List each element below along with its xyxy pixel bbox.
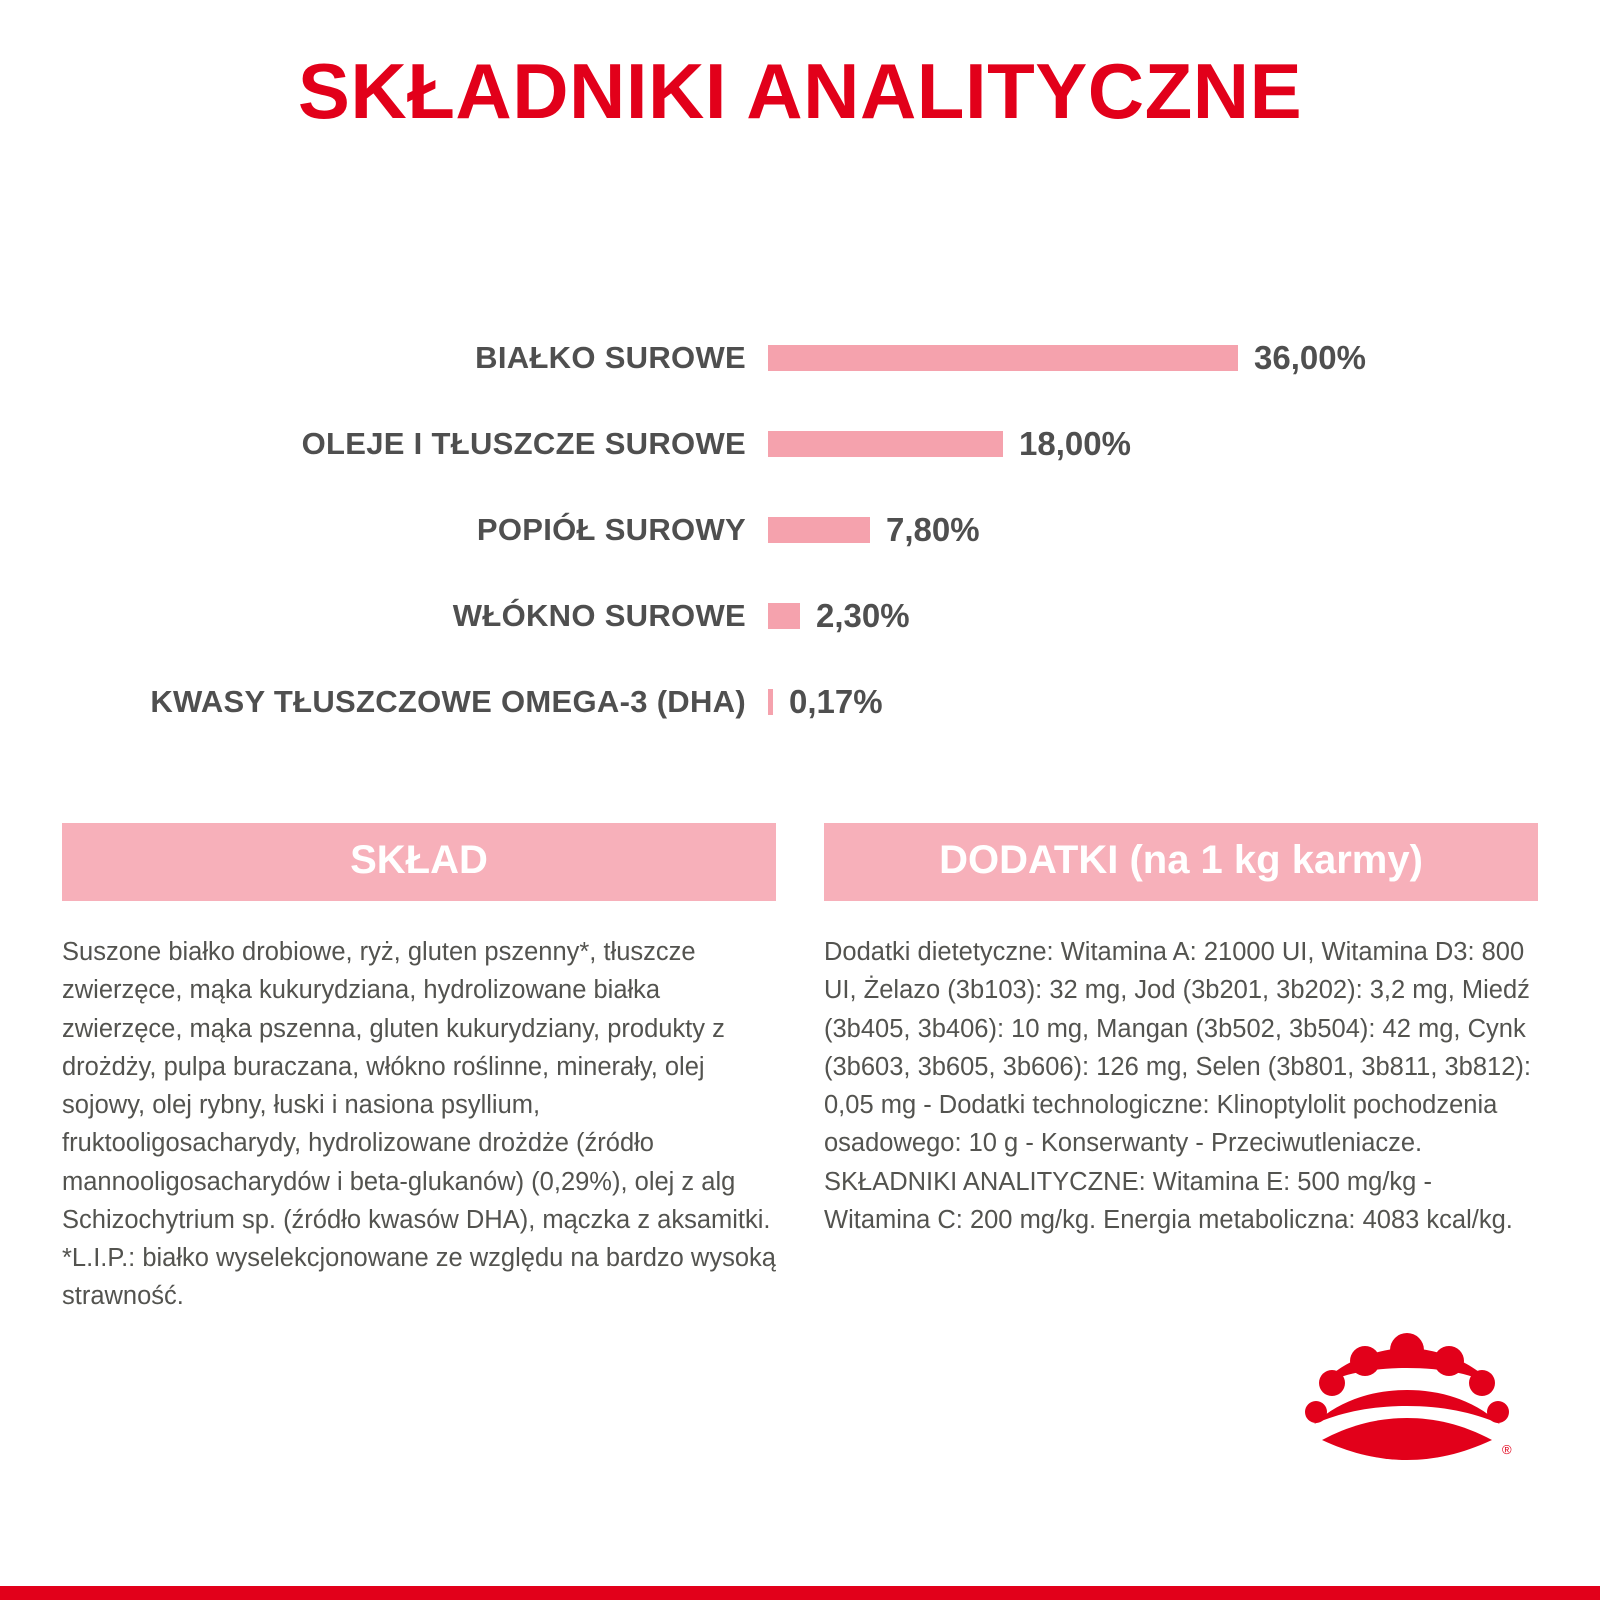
composition-footnote: *L.I.P.: białko wyselekcjonowane ze względu na bardzo wysoką strawność.: [62, 1244, 776, 1311]
chart-value-ash: 7,80%: [886, 511, 980, 548]
chart-bar-wrap: [768, 339, 1366, 377]
chart-value-fats: 18,00%: [1019, 425, 1131, 462]
chart-bar-protein: [768, 345, 1238, 371]
page-title: SKŁADNIKI ANALITYCZNE: [297, 47, 1303, 135]
chart-bar-fats: [768, 431, 1003, 457]
additives-body: [824, 933, 1538, 1239]
chart-label-fibre: WŁÓKNO SUROWE: [452, 598, 746, 633]
chart-label-ash: POPIÓŁ SUROWY: [476, 512, 746, 547]
additives-column: [824, 823, 1538, 1316]
chart-value-omega3: 0,17%: [789, 683, 883, 720]
registered-mark: ®: [1502, 1442, 1512, 1457]
analytical-constituents-chart: [0, 315, 1600, 745]
chart-row: [0, 401, 1600, 487]
chart-row: [0, 487, 1600, 573]
chart-bar-wrap: [768, 683, 883, 721]
chart-bar-ash: [768, 517, 870, 543]
chart-row: [0, 659, 1600, 745]
composition-header: SKŁAD: [62, 823, 776, 901]
additives-text: Dodatki dietetyczne: Witamina A: 21000 UI, Witamina D3: 800 UI, Żelazo (3b103): 32 mg, Jod (3b201, 3b202): 3,2 mg, Miedź (3b405, 3b406): 10 mg, Mangan (3b502, 3b504): 42 mg, Cynk (3b603, 3b605, 3b606): 126 mg, Selen (3b801, 3b811, 3b812): 0,05 mg - Dodatki technologiczne: Klinoptylolit pochodzenia osadowego: 10 g - Konserwanty - Przeciwutleniacze. SKŁADNIKI ANALITYCZNE: Witamina E: 500 mg/kg - Witamina C: 200 mg/kg. Energia metaboliczna: 4083 kcal/kg.: [824, 938, 1531, 1234]
composition-text: Suszone białko drobiowe, ryż, gluten pszenny*, tłuszcze zwierzęce, mąka kukurydziana, hydrolizowane białka zwierzęce, mąka pszenna, gluten kukurydziany, produkty z drożdży, pulpa buraczana, włókno roślinne, minerały, olej sojowy, olej rybny, łuski i nasiona psyllium, fruktooligosacharydy, hydrolizowane drożdże (źródło mannooligosacharydów i beta-glukanów) (0,29%), olej z alg Schizochytrium sp. (źródło kwasów DHA), mączka z aksamitki.: [62, 938, 771, 1234]
chart-bar-wrap: [768, 425, 1131, 463]
chart-row: [0, 315, 1600, 401]
chart-row: [0, 573, 1600, 659]
info-columns: [0, 823, 1600, 1316]
chart-bar-fibre: [768, 603, 800, 629]
chart-label-fats: OLEJE I TŁUSZCZE SUROWE: [301, 426, 746, 461]
composition-body: [62, 933, 776, 1316]
royal-canin-crown-logo: [1302, 1328, 1512, 1478]
chart-bar-wrap: [768, 511, 980, 549]
chart-value-fibre: 2,30%: [816, 597, 910, 634]
composition-column: [62, 823, 776, 1316]
chart-label-omega3: KWASY TŁUSZCZOWE OMEGA-3 (DHA): [150, 684, 746, 719]
chart-label-protein: BIAŁKO SUROWE: [475, 340, 746, 375]
bottom-accent-bar: [0, 1586, 1600, 1600]
additives-header: DODATKI (na 1 kg karmy): [824, 823, 1538, 901]
chart-value-protein: 36,00%: [1254, 339, 1366, 376]
chart-bar-wrap: [768, 597, 910, 635]
